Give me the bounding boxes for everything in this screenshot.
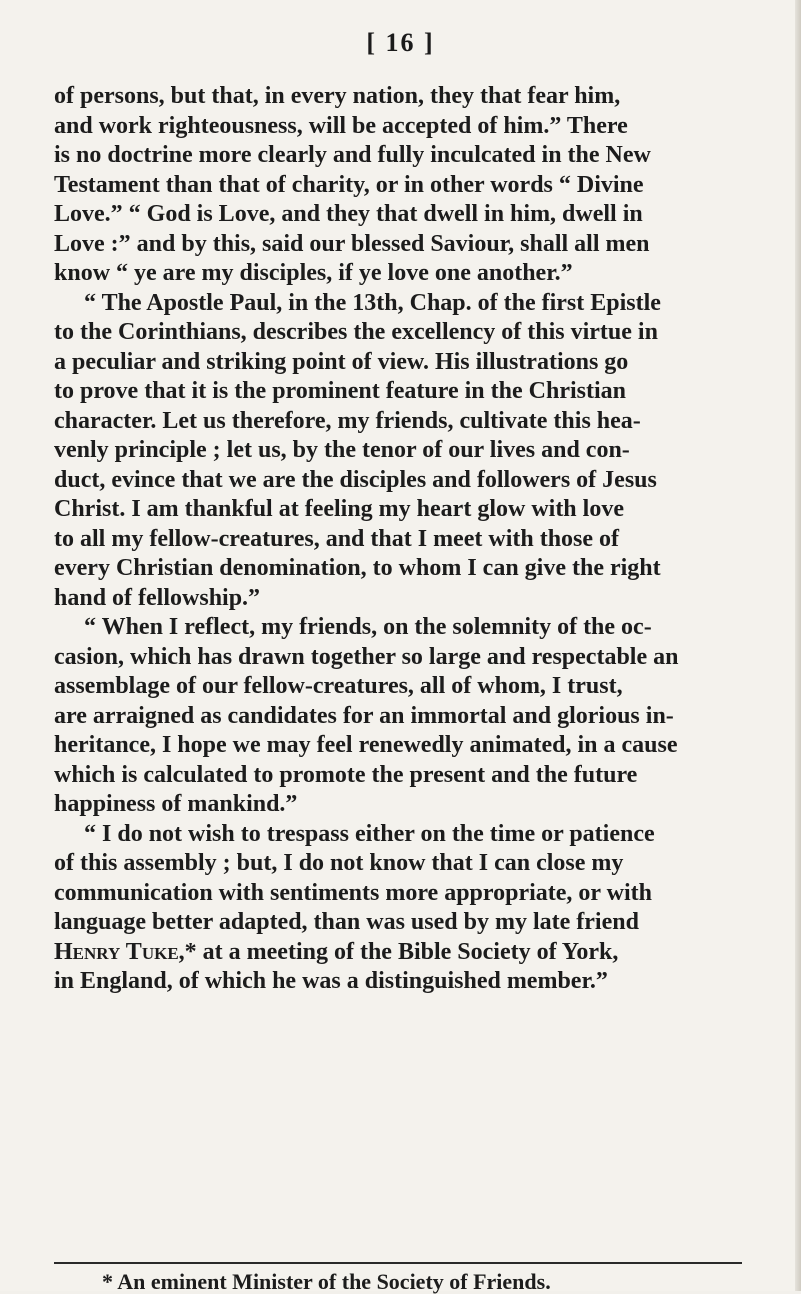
text-line: assemblage of our fellow-creatures, all of whom, I trust, — [54, 673, 623, 699]
text-line: to all my fellow-creatures, and that I meet with those of — [54, 525, 620, 552]
text-line: a peculiar and striking point of view. His illustrations go — [54, 348, 629, 375]
text-line: “ When I reflect, my friends, on the solemnity of the oc- — [84, 614, 652, 640]
text-line: and work righteousness, will be accepted of him.” There — [54, 112, 628, 139]
text-line: of this assembly ; but, I do not know that I can close my — [54, 850, 624, 876]
footnote-marker: * — [184, 938, 197, 965]
text-line: language better adapted, than was used by my late friend — [54, 909, 639, 935]
text-line: to prove that it is the prominent feature in the Christian — [54, 378, 626, 404]
text-line: every Christian denomination, to whom I can give the right — [54, 555, 661, 581]
text-line: of persons, but that, in every nation, they that fear him, — [54, 83, 621, 109]
text-line: hand of fellowship.” — [54, 584, 261, 611]
text-line: are arraigned as candidates for an immortal and glorious in- — [54, 702, 674, 729]
text-line-name — [54, 938, 796, 968]
text-line: casion, which has drawn together so large and respectable an — [54, 643, 679, 670]
text-line: in England, of which he was a distinguished member.” — [54, 968, 608, 994]
body-text — [54, 82, 796, 997]
text-line: communication with sentiments more appropriate, or with — [54, 879, 652, 906]
text-line: venly principle ; let us, by the tenor of our lives and con- — [54, 437, 630, 463]
text-line: to the Corinthians, describes the excellency of this virtue in — [54, 319, 658, 345]
page-number: [ 16 ] — [366, 28, 435, 57]
person-name: Henry Tuke, — [54, 938, 185, 965]
text-line: is no doctrine more clearly and fully inculcated in the New — [54, 142, 651, 168]
text-line: happiness of mankind.” — [54, 791, 298, 817]
footnote: * An eminent Minister of the Society of Friends. — [102, 1269, 551, 1294]
footnote-rule — [54, 1262, 742, 1264]
text-line: character. Let us therefore, my friends, cultivate this hea- — [54, 407, 641, 434]
text-line: Love.” “ God is Love, and they that dwell in him, dwell in — [54, 201, 643, 227]
text-line: Christ. I am thankful at feeling my heart glow with love — [54, 496, 624, 522]
text-line: duct, evince that we are the disciples and followers of Jesus — [54, 466, 657, 493]
text-line: “ The Apostle Paul, in the 13th, Chap. of the first Epistle — [84, 289, 661, 316]
text-line: “ I do not wish to trespass either on the time or patience — [84, 820, 655, 847]
text-line: know “ ye are my disciples, if ye love one another.” — [54, 260, 573, 286]
text-line: heritance, I hope we may feel renewedly animated, in a cause — [54, 732, 678, 758]
text-line: which is calculated to promote the present and the future — [54, 761, 638, 788]
text-line: Testament than that of charity, or in other words “ Divine — [54, 171, 644, 198]
text-line: Love :” and by this, said our blessed Saviour, shall all men — [54, 230, 650, 257]
name-line-rest: at a meeting of the Bible Society of York, — [196, 938, 619, 965]
